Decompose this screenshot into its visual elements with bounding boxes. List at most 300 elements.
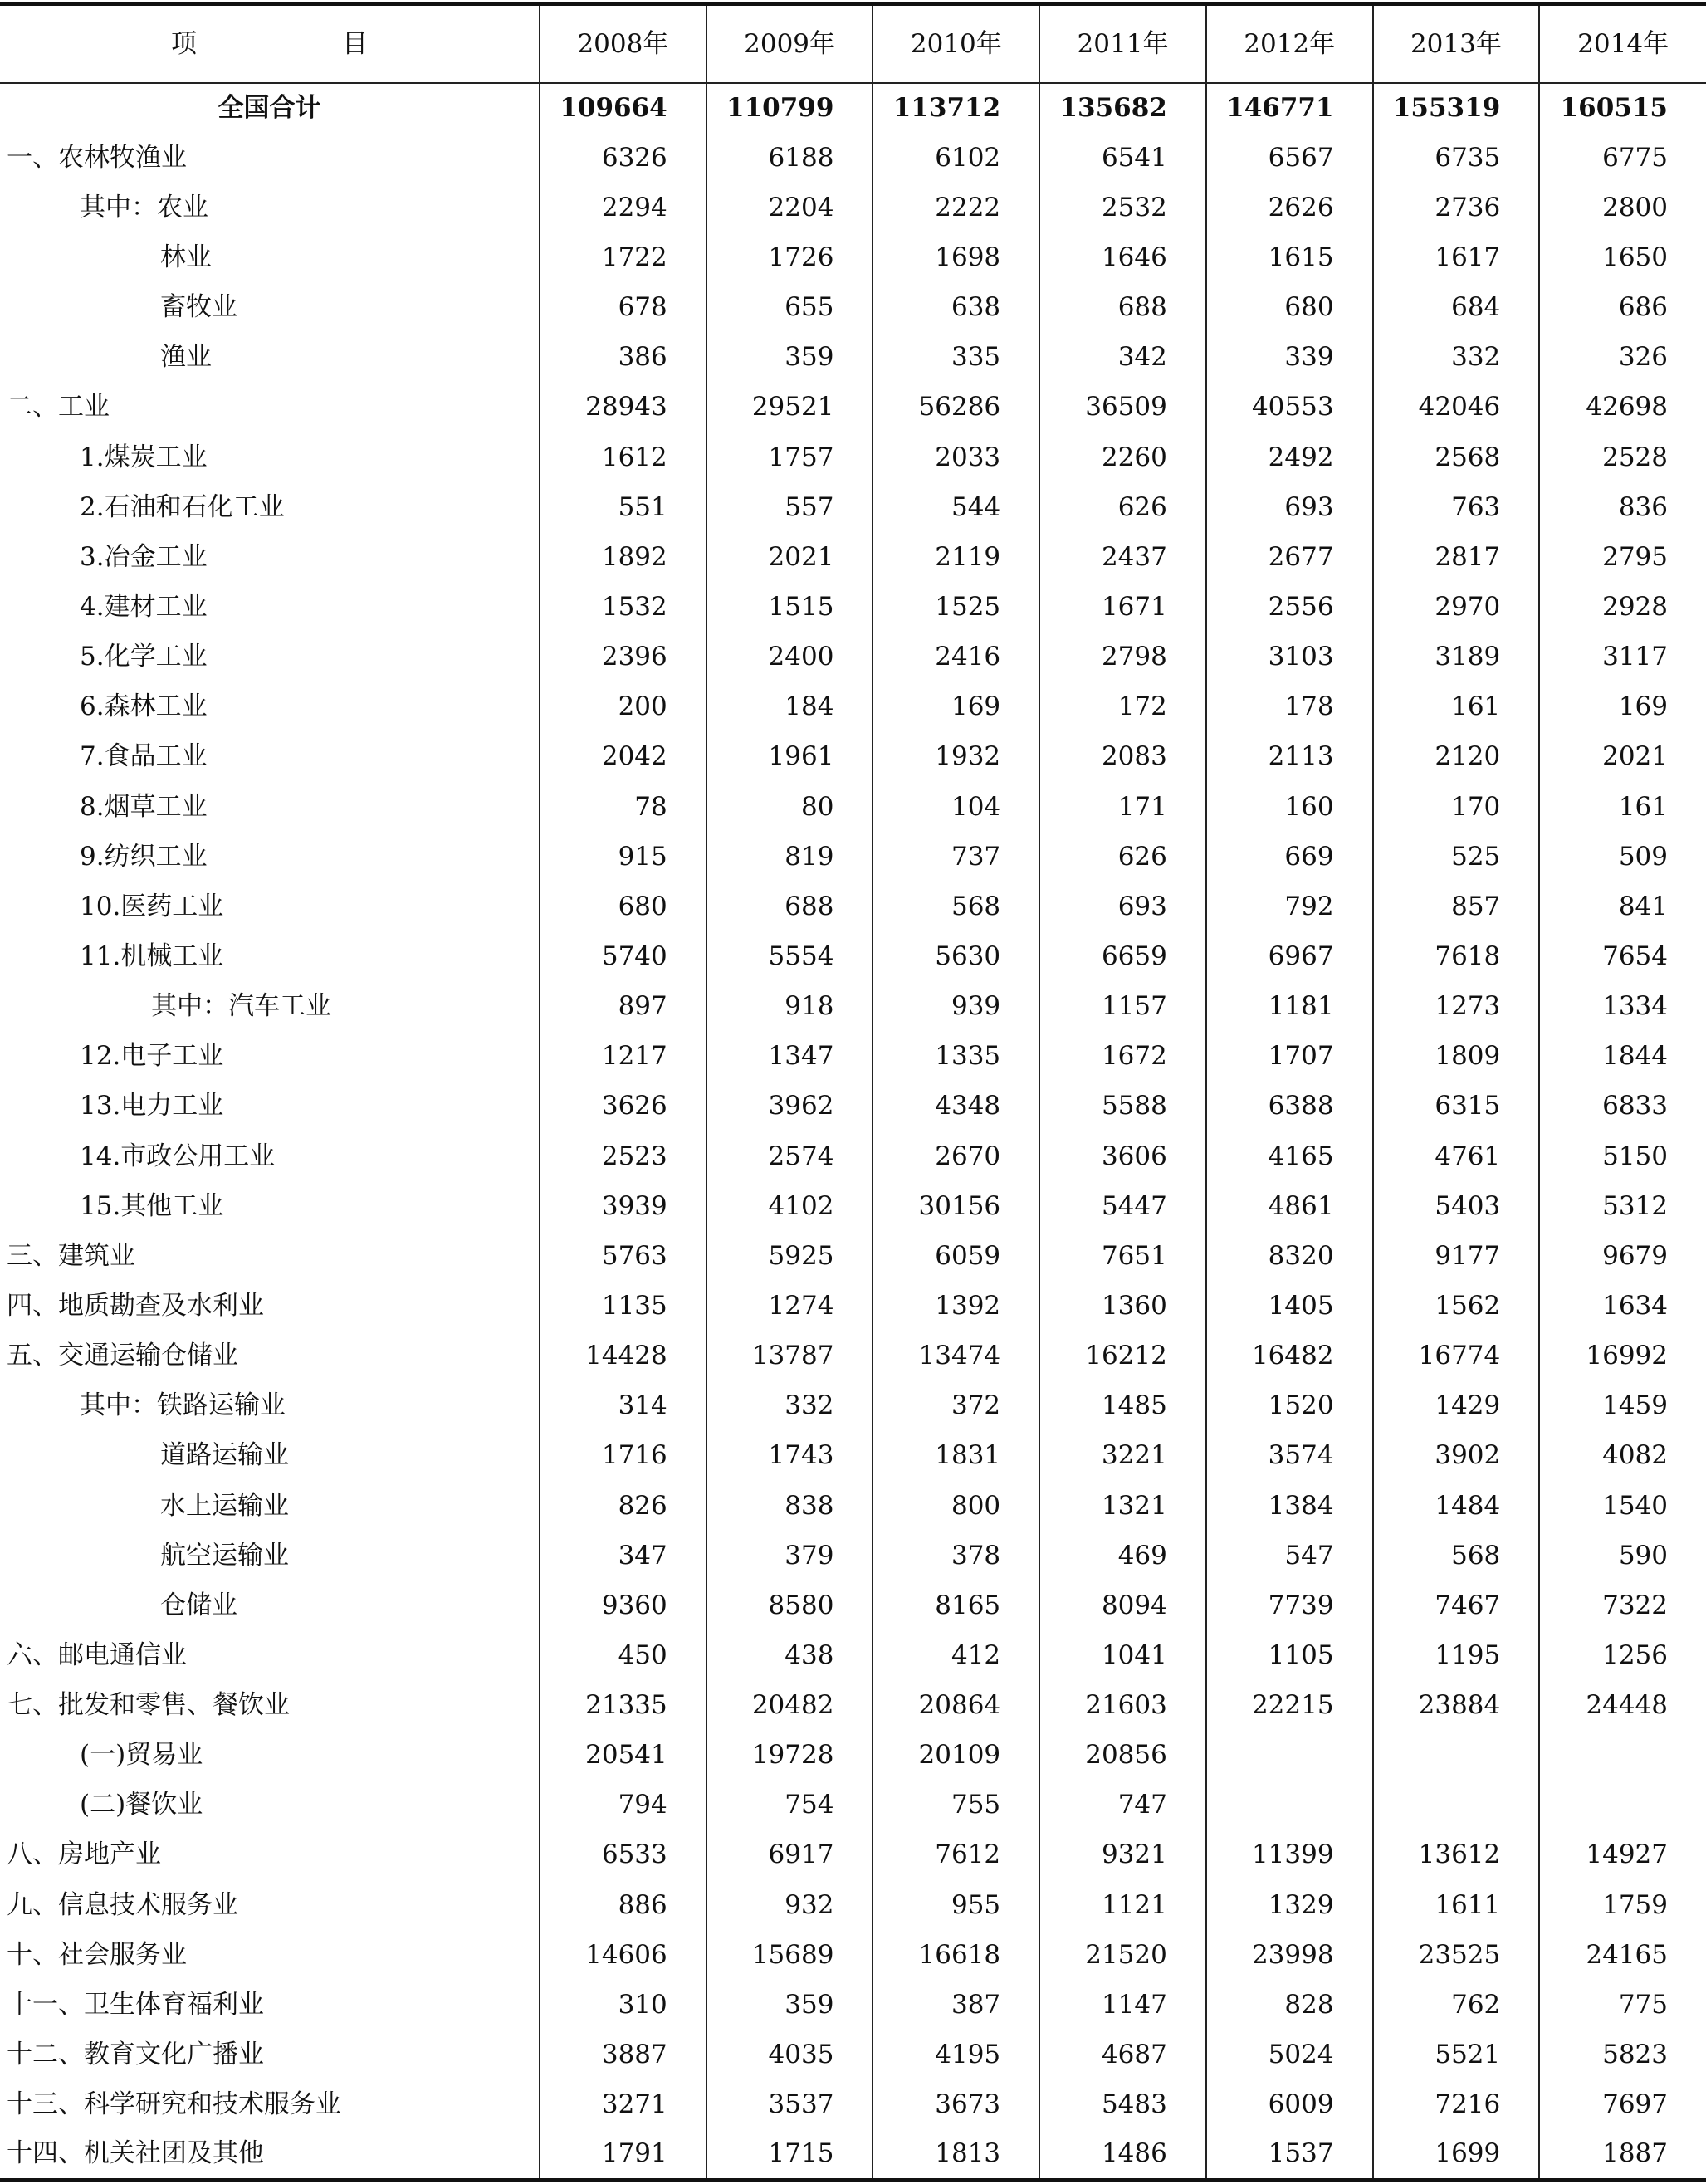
value-cell: 1181 xyxy=(1206,982,1373,1032)
value-cell: 23998 xyxy=(1206,1930,1373,1980)
value-cell: 763 xyxy=(1373,482,1540,532)
value-cell: 800 xyxy=(873,1481,1039,1531)
table-row xyxy=(0,982,1706,1032)
value-cell: 6541 xyxy=(1039,133,1206,183)
value-cell: 23884 xyxy=(1373,1681,1540,1731)
value-cell: 5403 xyxy=(1373,1181,1540,1231)
value-cell: 2970 xyxy=(1373,582,1540,632)
row-label: 8.烟草工业 xyxy=(80,791,208,822)
value-cell: 1147 xyxy=(1039,1980,1206,2030)
value-cell: 1273 xyxy=(1373,982,1540,1032)
value-cell: 5554 xyxy=(706,931,873,981)
value-cell: 9321 xyxy=(1039,1830,1206,1880)
value-cell: 1392 xyxy=(873,1281,1039,1331)
table-row xyxy=(0,1731,1706,1781)
header-year: 2009年 xyxy=(706,4,873,83)
header-year: 2008年 xyxy=(540,4,706,83)
value-cell: 3117 xyxy=(1539,633,1706,682)
value-cell: 1041 xyxy=(1039,1630,1206,1680)
table-row xyxy=(0,1630,1706,1680)
value-cell: 5024 xyxy=(1206,2030,1373,2079)
value-cell: 3887 xyxy=(540,2030,706,2079)
value-cell: 7322 xyxy=(1539,1581,1706,1630)
row-label: 十、社会服务业 xyxy=(7,1939,187,1970)
value-cell: 20482 xyxy=(706,1681,873,1731)
value-cell: 172 xyxy=(1039,682,1206,732)
value-cell: 40553 xyxy=(1206,383,1373,432)
value-cell: 2528 xyxy=(1539,432,1706,482)
table-row xyxy=(0,1181,1706,1231)
table-row xyxy=(0,1830,1706,1880)
value-cell: 826 xyxy=(540,1481,706,1531)
value-cell: 4687 xyxy=(1039,2030,1206,2079)
value-cell: 1615 xyxy=(1206,232,1373,282)
value-cell: 2928 xyxy=(1539,582,1706,632)
value-cell: 775 xyxy=(1539,1980,1706,2030)
value-cell: 42698 xyxy=(1539,383,1706,432)
value-cell: 20856 xyxy=(1039,1731,1206,1781)
value-cell: 792 xyxy=(1206,882,1373,931)
value-cell: 1813 xyxy=(873,2130,1039,2180)
value-cell: 11399 xyxy=(1206,1830,1373,1880)
value-cell: 161 xyxy=(1373,682,1540,732)
table-row xyxy=(0,283,1706,333)
value-cell: 2677 xyxy=(1206,532,1373,582)
value-cell: 2113 xyxy=(1206,732,1373,782)
row-label: 12.电子工业 xyxy=(80,1041,224,1072)
value-cell: 836 xyxy=(1539,482,1706,532)
value-cell: 1759 xyxy=(1539,1880,1706,1930)
value-cell: 2556 xyxy=(1206,582,1373,632)
value-cell xyxy=(1373,1781,1540,1830)
table-header xyxy=(0,4,1706,83)
value-cell: 3221 xyxy=(1039,1431,1206,1481)
value-cell: 680 xyxy=(1206,283,1373,333)
row-label: 六、邮电通信业 xyxy=(7,1639,187,1670)
value-cell: 342 xyxy=(1039,333,1206,383)
value-cell: 30156 xyxy=(873,1181,1039,1231)
value-cell: 3537 xyxy=(706,2080,873,2130)
table-row xyxy=(0,232,1706,282)
value-cell: 6059 xyxy=(873,1231,1039,1281)
header-year: 2014年 xyxy=(1539,4,1706,83)
value-cell: 16618 xyxy=(873,1930,1039,1980)
value-cell: 841 xyxy=(1539,882,1706,931)
value-cell: 1217 xyxy=(540,1032,706,1082)
row-label: 水上运输业 xyxy=(160,1490,289,1521)
value-cell: 5630 xyxy=(873,931,1039,981)
row-label: 林业 xyxy=(160,242,212,272)
row-label: 十四、机关社团及其他 xyxy=(7,2138,264,2169)
statistics-table-container xyxy=(0,2,1706,2182)
value-cell: 169 xyxy=(873,682,1039,732)
value-cell: 1429 xyxy=(1373,1381,1540,1431)
value-cell: 6188 xyxy=(706,133,873,183)
value-cell: 897 xyxy=(540,982,706,1032)
table-row xyxy=(0,133,1706,183)
table-row xyxy=(0,333,1706,383)
value-cell: 1844 xyxy=(1539,1032,1706,1082)
value-cell: 378 xyxy=(873,1531,1039,1581)
row-label: (一)贸易业 xyxy=(80,1740,203,1771)
value-cell: 3271 xyxy=(540,2080,706,2130)
table-row xyxy=(0,1231,1706,1281)
value-cell: 6833 xyxy=(1539,1082,1706,1131)
value-cell: 688 xyxy=(1039,283,1206,333)
value-cell: 737 xyxy=(873,832,1039,882)
value-cell: 169 xyxy=(1539,682,1706,732)
value-cell xyxy=(1206,1781,1373,1830)
value-cell: 6775 xyxy=(1539,133,1706,183)
value-cell: 8580 xyxy=(706,1581,873,1630)
table-row xyxy=(0,1481,1706,1531)
table-row xyxy=(0,882,1706,931)
value-cell: 7739 xyxy=(1206,1581,1373,1630)
value-cell: 1699 xyxy=(1373,2130,1540,2180)
value-cell: 1722 xyxy=(540,232,706,282)
value-cell: 1157 xyxy=(1039,982,1206,1032)
statistics-table xyxy=(0,2,1706,2182)
value-cell: 678 xyxy=(540,283,706,333)
value-cell: 16774 xyxy=(1373,1331,1540,1381)
value-cell: 450 xyxy=(540,1630,706,1680)
value-cell: 1671 xyxy=(1039,582,1206,632)
value-cell: 22215 xyxy=(1206,1681,1373,1731)
value-cell: 1532 xyxy=(540,582,706,632)
value-cell: 568 xyxy=(1373,1531,1540,1581)
value-cell: 8094 xyxy=(1039,1581,1206,1630)
value-cell: 5483 xyxy=(1039,2080,1206,2130)
value-cell: 24165 xyxy=(1539,1930,1706,1980)
value-cell: 13787 xyxy=(706,1331,873,1381)
value-cell: 359 xyxy=(706,333,873,383)
value-cell: 1525 xyxy=(873,582,1039,632)
value-cell: 1105 xyxy=(1206,1630,1373,1680)
value-cell: 2492 xyxy=(1206,432,1373,482)
value-cell: 1485 xyxy=(1039,1381,1206,1431)
value-cell: 6567 xyxy=(1206,133,1373,183)
row-label: 5.化学工业 xyxy=(80,642,208,672)
value-cell: 1887 xyxy=(1539,2130,1706,2180)
value-cell: 794 xyxy=(540,1781,706,1830)
value-cell: 2222 xyxy=(873,183,1039,232)
value-cell: 1486 xyxy=(1039,2130,1206,2180)
value-cell: 379 xyxy=(706,1531,873,1581)
value-cell: 6315 xyxy=(1373,1082,1540,1131)
value-cell: 1757 xyxy=(706,432,873,482)
row-label: 航空运输业 xyxy=(160,1540,289,1571)
value-cell: 160 xyxy=(1206,782,1373,832)
value-cell: 5925 xyxy=(706,1231,873,1281)
value-cell: 412 xyxy=(873,1630,1039,1680)
header-item xyxy=(0,4,540,83)
value-cell: 568 xyxy=(873,882,1039,931)
value-cell: 1384 xyxy=(1206,1481,1373,1531)
value-cell: 16212 xyxy=(1039,1331,1206,1381)
value-cell: 6009 xyxy=(1206,2080,1373,2130)
table-row xyxy=(0,1331,1706,1381)
table-row xyxy=(0,1431,1706,1481)
table-body xyxy=(0,83,1706,2180)
value-cell: 525 xyxy=(1373,832,1540,882)
value-cell: 915 xyxy=(540,832,706,882)
value-cell: 4861 xyxy=(1206,1181,1373,1231)
row-label: 八、房地产业 xyxy=(7,1840,161,1870)
value-cell: 2083 xyxy=(1039,732,1206,782)
value-cell: 655 xyxy=(706,283,873,333)
value-cell: 8165 xyxy=(873,1581,1039,1630)
value-cell: 1707 xyxy=(1206,1032,1373,1082)
value-cell: 2120 xyxy=(1373,732,1540,782)
value-cell: 80 xyxy=(706,782,873,832)
value-cell: 1256 xyxy=(1539,1630,1706,1680)
row-label: 十三、科学研究和技术服务业 xyxy=(7,2089,341,2120)
row-label: 九、信息技术服务业 xyxy=(7,1889,238,1920)
value-cell: 1274 xyxy=(706,1281,873,1331)
value-cell: 104 xyxy=(873,782,1039,832)
value-cell: 3574 xyxy=(1206,1431,1373,1481)
row-label: 6.森林工业 xyxy=(80,691,208,722)
value-cell: 2260 xyxy=(1039,432,1206,482)
value-cell: 2021 xyxy=(1539,732,1706,782)
value-cell: 2021 xyxy=(706,532,873,582)
value-cell: 1121 xyxy=(1039,1880,1206,1930)
table-row xyxy=(0,1980,1706,2030)
value-cell: 5150 xyxy=(1539,1131,1706,1181)
value-cell: 184 xyxy=(706,682,873,732)
value-cell: 21520 xyxy=(1039,1930,1206,1980)
value-cell: 4165 xyxy=(1206,1131,1373,1181)
value-cell: 1809 xyxy=(1373,1032,1540,1082)
value-cell: 13612 xyxy=(1373,1830,1540,1880)
value-cell: 339 xyxy=(1206,333,1373,383)
value-cell: 335 xyxy=(873,333,1039,383)
value-cell: 3189 xyxy=(1373,633,1540,682)
value-cell: 16992 xyxy=(1539,1331,1706,1381)
value-cell: 5312 xyxy=(1539,1181,1706,1231)
row-label: 渔业 xyxy=(160,342,212,373)
value-cell: 15689 xyxy=(706,1930,873,1980)
value-cell: 1562 xyxy=(1373,1281,1540,1331)
value-cell: 6659 xyxy=(1039,931,1206,981)
table-row xyxy=(0,2130,1706,2180)
table-row xyxy=(0,1781,1706,1830)
value-cell: 686 xyxy=(1539,283,1706,333)
value-cell: 36509 xyxy=(1039,383,1206,432)
value-cell: 1634 xyxy=(1539,1281,1706,1331)
value-cell: 1334 xyxy=(1539,982,1706,1032)
value-cell: 8320 xyxy=(1206,1231,1373,1281)
row-label: 9.纺织工业 xyxy=(80,841,208,872)
table-row xyxy=(0,832,1706,882)
value-cell: 1405 xyxy=(1206,1281,1373,1331)
table-row xyxy=(0,682,1706,732)
value-cell: 14606 xyxy=(540,1930,706,1980)
value-cell: 669 xyxy=(1206,832,1373,882)
header-year: 2010年 xyxy=(873,4,1039,83)
value-cell: 110799 xyxy=(706,83,873,133)
value-cell: 170 xyxy=(1373,782,1540,832)
value-cell: 7654 xyxy=(1539,931,1706,981)
value-cell: 359 xyxy=(706,1980,873,2030)
row-label: 七、批发和零售、餐饮业 xyxy=(7,1690,290,1721)
value-cell: 1611 xyxy=(1373,1880,1540,1930)
table-row xyxy=(0,1681,1706,1731)
value-cell: 2568 xyxy=(1373,432,1540,482)
header-row xyxy=(0,4,1706,83)
row-label: 全国合计 xyxy=(218,93,321,124)
value-cell: 347 xyxy=(540,1531,706,1581)
value-cell: 2437 xyxy=(1039,532,1206,582)
value-cell: 1135 xyxy=(540,1281,706,1331)
row-label: 道路运输业 xyxy=(160,1440,289,1471)
value-cell: 1617 xyxy=(1373,232,1540,282)
value-cell: 819 xyxy=(706,832,873,882)
value-cell xyxy=(1373,1731,1540,1781)
value-cell: 160515 xyxy=(1539,83,1706,133)
table-row xyxy=(0,633,1706,682)
value-cell: 638 xyxy=(873,283,1039,333)
row-label: 四、地质勘查及水利业 xyxy=(7,1290,264,1321)
value-cell: 754 xyxy=(706,1781,873,1830)
value-cell: 2523 xyxy=(540,1131,706,1181)
value-cell: 1321 xyxy=(1039,1481,1206,1531)
value-cell: 469 xyxy=(1039,1531,1206,1581)
value-cell: 1540 xyxy=(1539,1481,1706,1531)
value-cell: 7216 xyxy=(1373,2080,1540,2130)
row-label: 3.冶金工业 xyxy=(80,541,208,572)
row-label: 二、工业 xyxy=(7,392,110,423)
row-label: 仓储业 xyxy=(160,1590,237,1620)
table-row xyxy=(0,582,1706,632)
value-cell: 13474 xyxy=(873,1331,1039,1381)
table-row xyxy=(0,732,1706,782)
value-cell: 2795 xyxy=(1539,532,1706,582)
value-cell: 7618 xyxy=(1373,931,1540,981)
value-cell: 3902 xyxy=(1373,1431,1540,1481)
value-cell: 171 xyxy=(1039,782,1206,832)
table-row xyxy=(0,183,1706,232)
value-cell: 314 xyxy=(540,1381,706,1431)
value-cell: 1459 xyxy=(1539,1381,1706,1431)
table-row xyxy=(0,1581,1706,1630)
row-label: 1.煤炭工业 xyxy=(80,442,208,472)
value-cell: 932 xyxy=(706,1880,873,1930)
row-label: 其中：农业 xyxy=(80,192,208,222)
value-cell: 9360 xyxy=(540,1581,706,1630)
value-cell: 1743 xyxy=(706,1431,873,1481)
header-item-label: 项 目 xyxy=(171,28,428,59)
value-cell: 4102 xyxy=(706,1181,873,1231)
value-cell: 4761 xyxy=(1373,1131,1540,1181)
value-cell: 1195 xyxy=(1373,1630,1540,1680)
row-label: 11.机械工业 xyxy=(80,941,224,971)
value-cell: 1335 xyxy=(873,1032,1039,1082)
value-cell: 7697 xyxy=(1539,2080,1706,2130)
value-cell: 2204 xyxy=(706,183,873,232)
value-cell: 828 xyxy=(1206,1980,1373,2030)
value-cell: 387 xyxy=(873,1980,1039,2030)
row-label: 13.电力工业 xyxy=(80,1091,224,1121)
value-cell: 6102 xyxy=(873,133,1039,183)
table-row xyxy=(0,931,1706,981)
value-cell: 755 xyxy=(873,1781,1039,1830)
value-cell: 1646 xyxy=(1039,232,1206,282)
value-cell: 5447 xyxy=(1039,1181,1206,1231)
value-cell: 3673 xyxy=(873,2080,1039,2130)
value-cell: 2626 xyxy=(1206,183,1373,232)
value-cell: 939 xyxy=(873,982,1039,1032)
value-cell: 5521 xyxy=(1373,2030,1540,2079)
value-cell: 9679 xyxy=(1539,1231,1706,1281)
value-cell: 7467 xyxy=(1373,1581,1540,1630)
value-cell: 7612 xyxy=(873,1830,1039,1880)
value-cell: 5588 xyxy=(1039,1082,1206,1131)
value-cell: 1892 xyxy=(540,532,706,582)
row-label: 14.市政公用工业 xyxy=(80,1141,276,1171)
value-cell: 2042 xyxy=(540,732,706,782)
value-cell: 2798 xyxy=(1039,633,1206,682)
value-cell: 684 xyxy=(1373,283,1540,333)
table-row xyxy=(0,1281,1706,1331)
value-cell: 332 xyxy=(706,1381,873,1431)
header-year: 2012年 xyxy=(1206,4,1373,83)
value-cell: 16482 xyxy=(1206,1331,1373,1381)
value-cell: 14428 xyxy=(540,1331,706,1381)
value-cell: 5823 xyxy=(1539,2030,1706,2079)
value-cell: 693 xyxy=(1039,882,1206,931)
value-cell: 3939 xyxy=(540,1181,706,1231)
value-cell: 747 xyxy=(1039,1781,1206,1830)
header-year: 2013年 xyxy=(1373,4,1540,83)
table-row xyxy=(0,1032,1706,1082)
value-cell: 1329 xyxy=(1206,1880,1373,1930)
value-cell: 146771 xyxy=(1206,83,1373,133)
value-cell: 161 xyxy=(1539,782,1706,832)
value-cell: 688 xyxy=(706,882,873,931)
row-label: 十一、卫生体育福利业 xyxy=(7,1989,264,2020)
total-row xyxy=(0,83,1706,133)
value-cell: 2800 xyxy=(1539,183,1706,232)
value-cell: 1537 xyxy=(1206,2130,1373,2180)
value-cell: 20109 xyxy=(873,1731,1039,1781)
row-label: 其中：汽车工业 xyxy=(151,991,331,1022)
row-label: 三、建筑业 xyxy=(7,1240,135,1271)
value-cell: 4348 xyxy=(873,1082,1039,1131)
value-cell: 2670 xyxy=(873,1131,1039,1181)
value-cell: 4035 xyxy=(706,2030,873,2079)
value-cell: 135682 xyxy=(1039,83,1206,133)
value-cell: 680 xyxy=(540,882,706,931)
value-cell: 20541 xyxy=(540,1731,706,1781)
value-cell: 6967 xyxy=(1206,931,1373,981)
value-cell: 9177 xyxy=(1373,1231,1540,1281)
value-cell: 1791 xyxy=(540,2130,706,2180)
value-cell: 5763 xyxy=(540,1231,706,1281)
value-cell: 1831 xyxy=(873,1431,1039,1481)
row-label: 10.医药工业 xyxy=(80,891,224,921)
value-cell: 557 xyxy=(706,482,873,532)
value-cell: 509 xyxy=(1539,832,1706,882)
value-cell xyxy=(1539,1731,1706,1781)
value-cell: 626 xyxy=(1039,832,1206,882)
value-cell: 955 xyxy=(873,1880,1039,1930)
value-cell: 6388 xyxy=(1206,1082,1373,1131)
value-cell: 4082 xyxy=(1539,1431,1706,1481)
row-label: 2.石油和石化工业 xyxy=(80,491,285,522)
value-cell: 386 xyxy=(540,333,706,383)
value-cell: 3103 xyxy=(1206,633,1373,682)
